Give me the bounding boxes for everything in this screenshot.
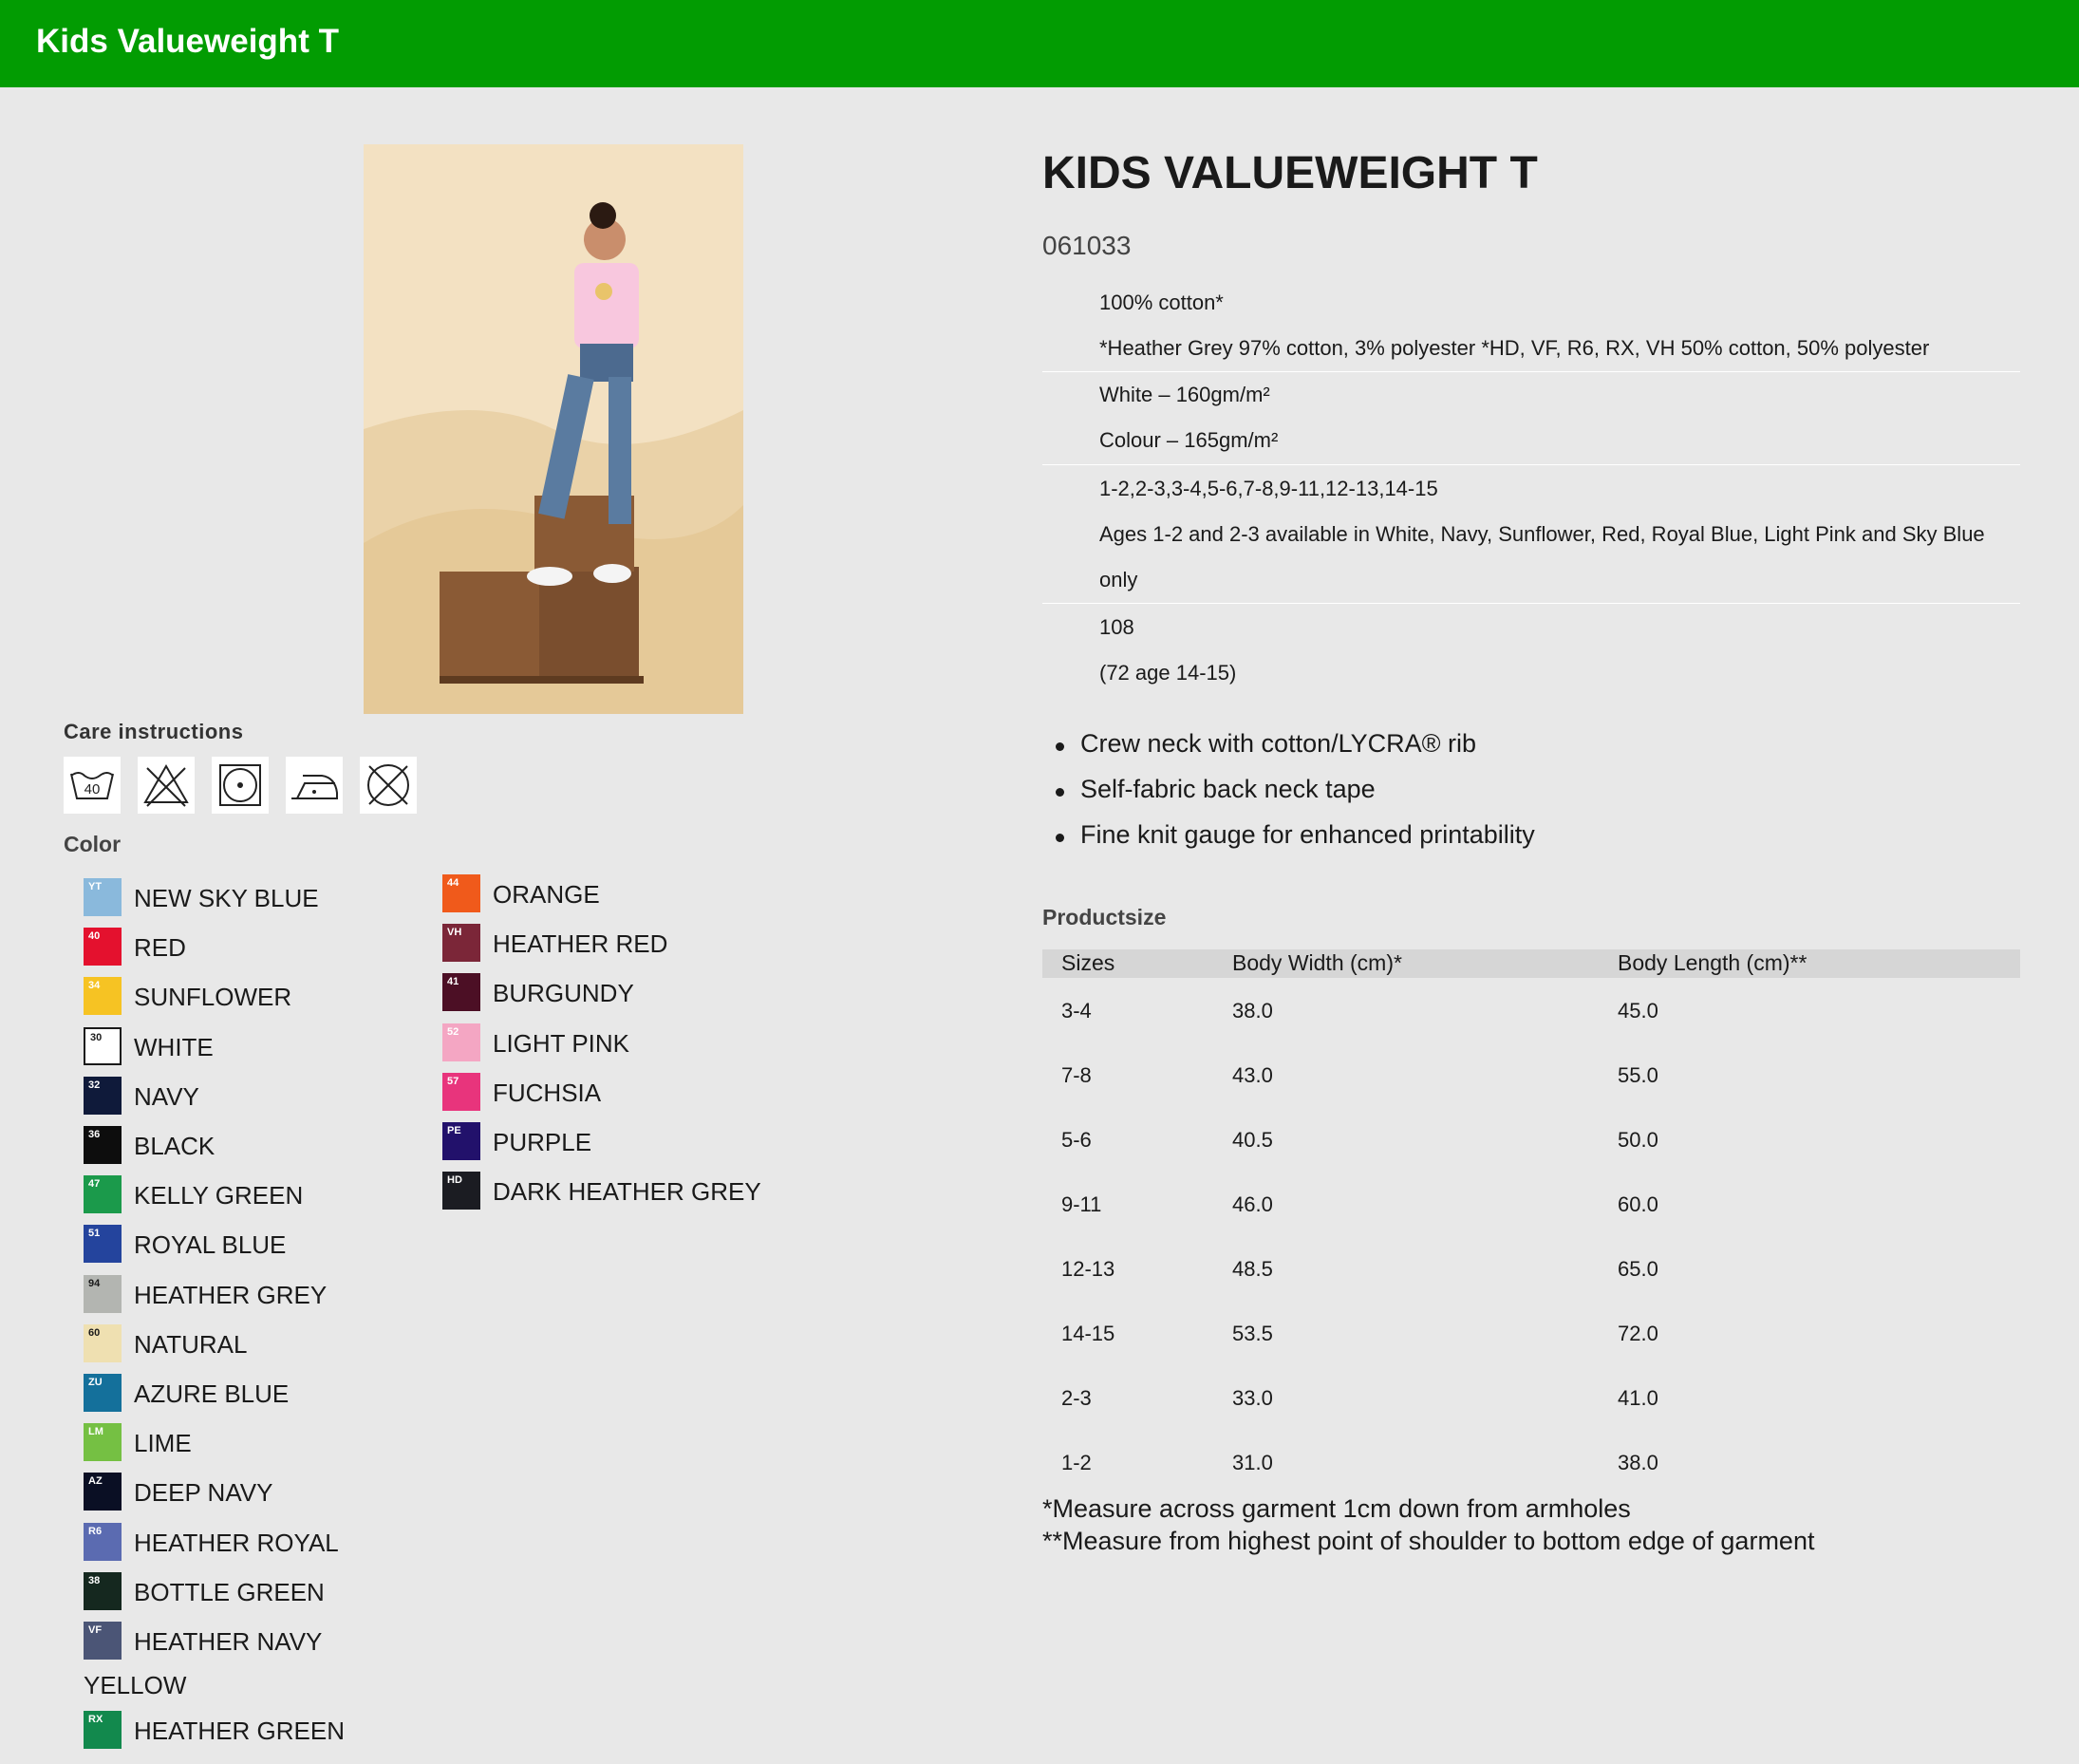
color-label: DEEP NAVY	[134, 1478, 273, 1508]
size-cell: 1-2	[1061, 1451, 1092, 1474]
color-swatch	[84, 1275, 122, 1313]
tumble-dry-icon	[212, 757, 269, 814]
productsize-title: Productsize	[1042, 905, 1167, 929]
width-cell: 48.5	[1232, 1257, 1273, 1281]
color-code: R6	[88, 1525, 103, 1537]
color-code: LM	[88, 1426, 103, 1438]
width-cell: 40.5	[1232, 1128, 1273, 1152]
color-label: DARK HEATHER GREY	[493, 1177, 761, 1207]
color-swatch	[84, 1324, 122, 1362]
color-code: 60	[88, 1326, 101, 1339]
color-label: HEATHER RED	[493, 929, 668, 959]
color-label: HEATHER NAVY	[134, 1627, 323, 1656]
no-dry-clean-icon	[360, 757, 417, 814]
color-label: HEATHER GREY	[134, 1280, 328, 1309]
color-label: PURPLE	[493, 1128, 592, 1156]
size-cell: 14-15	[1061, 1322, 1115, 1345]
spec-pack-qty: 108	[1099, 615, 1134, 639]
length-cell: 41.0	[1618, 1386, 1658, 1410]
spec-divider	[1042, 371, 2020, 372]
length-cell: 72.0	[1618, 1322, 1658, 1345]
spec-divider	[1042, 603, 2020, 604]
size-table-header	[1042, 949, 2020, 978]
spec-divider	[1042, 464, 2020, 465]
color-swatch	[442, 924, 480, 962]
header-title: Kids Valueweight T	[36, 23, 339, 60]
feature-item: Crew neck with cotton/LYCRA® rib	[1080, 729, 1477, 758]
color-code: HD	[447, 1174, 462, 1187]
size-cell: 9-11	[1061, 1192, 1102, 1216]
width-cell: 33.0	[1232, 1386, 1273, 1410]
color-label: BOTTLE GREEN	[134, 1577, 325, 1606]
color-swatch	[442, 1172, 480, 1210]
color-code: PE	[447, 1125, 461, 1136]
color-swatch	[84, 928, 122, 966]
length-cell: 50.0	[1618, 1128, 1658, 1152]
color-swatch	[84, 1622, 122, 1660]
footnote-width: *Measure across garment 1cm down from armholes	[1042, 1494, 1631, 1523]
color-swatch	[442, 1073, 480, 1111]
color-swatch	[84, 1126, 122, 1164]
length-cell: 38.0	[1618, 1451, 1658, 1474]
size-cell: 2-3	[1061, 1386, 1092, 1410]
size-cell: 12-13	[1061, 1257, 1115, 1281]
width-cell: 31.0	[1232, 1451, 1273, 1474]
color-code: 40	[88, 930, 101, 943]
width-cell: 53.5	[1232, 1322, 1273, 1345]
color-label: NEW SKY BLUE	[134, 884, 319, 912]
spec-material-note: *Heather Grey 97% cotton, 3% polyester *HD, VF, R6, RX, VH 50% cotton, 50% polyester	[1099, 336, 1930, 360]
color-label: NATURAL	[134, 1329, 248, 1359]
product-title: KIDS VALUEWEIGHT T	[1042, 148, 1538, 198]
header-body-length: Body Length (cm)**	[1618, 950, 1807, 975]
care-instructions-title: Care instructions	[64, 720, 244, 743]
color-label: SUNFLOWER	[134, 983, 292, 1012]
width-cell: 43.0	[1232, 1063, 1273, 1087]
color-swatch	[84, 1523, 122, 1561]
color-code: AZ	[88, 1475, 103, 1488]
header-sizes: Sizes	[1061, 950, 1115, 975]
color-label: LIGHT PINK	[493, 1028, 630, 1058]
color-swatch	[84, 1572, 122, 1610]
color-swatch	[84, 977, 122, 1015]
color-code: ZU	[88, 1377, 103, 1388]
color-label: WHITE	[134, 1032, 214, 1061]
color-code: 41	[447, 976, 459, 988]
color-code: 57	[447, 1075, 459, 1087]
color-code: RX	[88, 1714, 103, 1725]
color-code: VH	[447, 927, 462, 939]
color-code: 32	[88, 1079, 101, 1091]
color-label: ROYAL BLUE	[134, 1230, 287, 1260]
color-swatch	[84, 878, 122, 916]
color-code: 47	[88, 1178, 101, 1191]
length-cell: 55.0	[1618, 1063, 1658, 1087]
color-swatch	[84, 1423, 122, 1461]
color-swatch	[84, 1175, 122, 1213]
spec-weight-colour: Colour – 165gm/m²	[1099, 428, 1279, 452]
feature-item: Fine knit gauge for enhanced printability	[1080, 820, 1535, 849]
size-cell: 7-8	[1061, 1063, 1092, 1087]
color-code: YT	[88, 881, 103, 892]
color-label: NAVY	[134, 1081, 199, 1111]
color-swatch	[84, 1711, 122, 1749]
color-swatch	[442, 874, 480, 912]
color-title: Color	[64, 832, 122, 856]
color-code: 94	[88, 1277, 101, 1289]
no-bleach-icon	[138, 757, 195, 814]
iron-icon	[286, 757, 343, 814]
size-cell: 3-4	[1061, 999, 1092, 1023]
color-swatch	[84, 1473, 122, 1511]
color-swatch	[84, 1374, 122, 1412]
color-code: 51	[88, 1228, 101, 1240]
color-label: BURGUNDY	[493, 979, 634, 1008]
spec-weight-white: White – 160gm/m²	[1099, 383, 1270, 406]
color-label: FUCHSIA	[493, 1078, 602, 1107]
color-label: HEATHER ROYAL	[134, 1528, 339, 1557]
color-label: AZURE BLUE	[134, 1379, 290, 1408]
color-code: 30	[90, 1031, 103, 1043]
color-code: VF	[88, 1624, 103, 1636]
spec-sizes-note-cont: only	[1099, 568, 1138, 591]
color-swatch	[442, 1122, 480, 1160]
color-swatch	[442, 973, 480, 1011]
spec-material: 100% cotton*	[1099, 291, 1224, 314]
header-body-width: Body Width (cm)*	[1232, 950, 1402, 975]
color-label: ORANGE	[493, 880, 600, 909]
spec-pack-qty-note: (72 age 14-15)	[1099, 661, 1237, 685]
footnote-length: **Measure from highest point of shoulder to bottom edge of garment	[1042, 1527, 1815, 1555]
product-photo	[364, 144, 743, 714]
product-code: 061033	[1042, 231, 1132, 260]
length-cell: 45.0	[1618, 999, 1658, 1023]
wash-temp-label: 40	[84, 781, 101, 798]
color-label: HEATHER GREEN	[134, 1717, 345, 1745]
color-code: 36	[88, 1129, 101, 1140]
color-code: 34	[88, 980, 101, 992]
length-cell: 60.0	[1618, 1192, 1658, 1216]
color-swatch	[84, 1027, 122, 1065]
width-cell: 46.0	[1232, 1192, 1273, 1216]
spec-sizes: 1-2,2-3,3-4,5-6,7-8,9-11,12-13,14-15	[1099, 477, 1438, 500]
wash-40-icon	[64, 757, 121, 814]
color-label: RED	[134, 933, 186, 963]
size-cell: 5-6	[1061, 1128, 1092, 1152]
color-label: BLACK	[134, 1132, 215, 1160]
color-label-yellow: YELLOW	[84, 1671, 187, 1699]
color-label: KELLY GREEN	[134, 1181, 304, 1210]
color-swatch	[84, 1225, 122, 1263]
color-code: 44	[447, 877, 459, 889]
color-swatch	[84, 1077, 122, 1115]
length-cell: 65.0	[1618, 1257, 1658, 1281]
feature-item: Self-fabric back neck tape	[1080, 775, 1376, 803]
spec-sizes-note: Ages 1-2 and 2-3 available in White, Navy, Sunflower, Red, Royal Blue, Light Pink and Sky Blue	[1099, 522, 1985, 546]
color-code: 38	[88, 1574, 101, 1586]
color-code: 52	[447, 1025, 459, 1038]
header-bar	[0, 0, 2079, 87]
color-swatch	[442, 1023, 480, 1061]
width-cell: 38.0	[1232, 999, 1273, 1023]
color-label: LIME	[134, 1429, 192, 1458]
